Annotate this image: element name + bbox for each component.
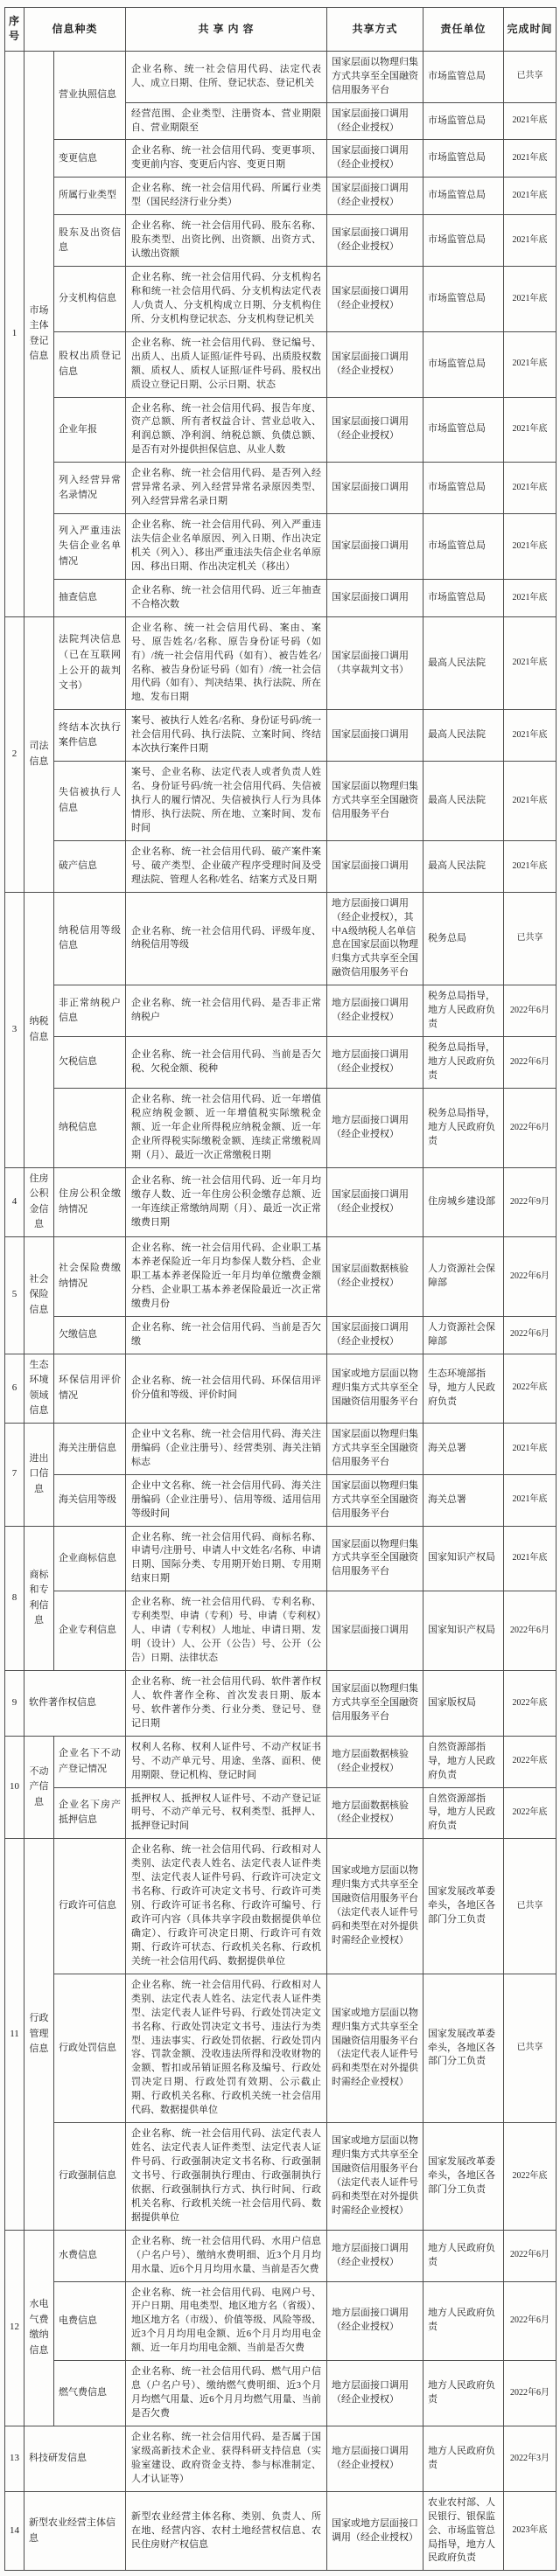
cell-completion-time: 2022年6月 [504, 2281, 556, 2361]
cell-serial-number: 12 [5, 2230, 24, 2426]
header-share-method: 共享方式 [327, 8, 424, 52]
cell-share-method: 国家层面以物理归集方式共享至全国融资信用服务平台 [327, 51, 424, 102]
cell-serial-number: 11 [5, 1839, 24, 2230]
cell-info-type: 企业商标信息 [54, 1526, 126, 1591]
cell-responsible-unit: 市场监管总局 [424, 51, 504, 102]
cell-info-type: 海关信用等级 [54, 1474, 126, 1526]
cell-completion-time: 2023年底 [504, 2491, 556, 2571]
cell-info-type: 非正常纳税户信息 [54, 985, 126, 1037]
cell-responsible-unit: 地方人民政府负责 [424, 2281, 504, 2361]
cell-info-type: 住房公积金缴纳情况 [54, 1167, 126, 1236]
table-row [5, 892, 556, 985]
cell-shared-content: 企业名称、统一社会信用代码、列入严重违法失信企业名单原因、列入日期、作出决定机关（列入）、移出严重违法失信企业名单原因、移出日期、作出决定机关（移出） [126, 514, 327, 580]
cell-shared-content: 企业中文名称、统一社会信用代码、海关注册编码（企业注册号）、经营类别、海关注销标志 [126, 1423, 327, 1474]
cell-info-type: 纳税信用等级信息 [54, 892, 126, 985]
cell-share-method: 国家层面接口调用 [327, 463, 424, 514]
cell-shared-content: 企业名称、统一社会信用代码、近一年增值税应纳税金额、近一年增值税实际缴税金额、近一年企业所得税应纳税金额、近一年企业所得税实际缴税金额、连续正常缴税周期（月）、最近一次正常缴税日期 [126, 1088, 327, 1167]
cell-responsible-unit: 地方人民政府负责 [424, 2361, 504, 2426]
cell-info-type: 股权出质登记信息 [54, 331, 126, 397]
cell-shared-content: 企业名称、统一社会信用代码、评级年度、纳税信用等级 [126, 892, 327, 985]
cell-info-type: 欠税信息 [54, 1037, 126, 1089]
cell-share-method: 国家层面接口调用（经企业授权） [327, 102, 424, 140]
cell-completion-time: 2022年9月 [504, 1167, 556, 1236]
cell-shared-content: 案号、企业名称、法定代表人或者负责人姓名、身份证号码/统一社会信用代码、失信被执行人的履行情况、失信被执行人行为具体情形、执行法院、所在地、立案时间、发布时间 [126, 762, 327, 841]
cell-responsible-unit: 自然资源部指导，地方人民政府负责 [424, 1787, 504, 1839]
cell-share-method: 地方层面接口调用（经企业授权） [327, 2230, 424, 2281]
table-row [5, 762, 556, 841]
cell-share-method: 国家层面接口调用（经企业授权） [327, 215, 424, 267]
cell-responsible-unit: 市场监管总局 [424, 267, 504, 332]
cell-responsible-unit: 市场监管总局 [424, 102, 504, 140]
cell-shared-content: 企业名称、统一社会信用代码、股东名称、股东类型、出资比例、出资额、出资方式、认缴出资额 [126, 215, 327, 267]
cell-completion-time: 2021年底 [504, 1423, 556, 1474]
table-row [5, 267, 556, 332]
table-row [5, 331, 556, 397]
cell-completion-time: 2021年底 [504, 463, 556, 514]
table-row [5, 616, 556, 710]
cell-info-type: 分支机构信息 [54, 267, 126, 332]
cell-shared-content: 企业名称、统一社会信用代码、环保信用评价分值和等级、评价时间 [126, 1354, 327, 1423]
cell-shared-content: 新型农业经营主体名称、类别、负责人、所在地、经营内容、农村土地经营权信息、农民住房财产权信息 [126, 2491, 327, 2571]
cell-serial-number: 10 [5, 1736, 24, 1839]
cell-responsible-unit: 最高人民法院 [424, 710, 504, 762]
cell-responsible-unit: 国家发展改革委牵头，各地区各部门分工负责 [424, 2123, 504, 2231]
cell-share-method: 国家层面接口调用（经企业授权） [327, 1316, 424, 1354]
table-row [5, 1736, 556, 1787]
cell-info-type: 破产信息 [54, 840, 126, 892]
cell-info-type: 终结本次执行案件信息 [54, 710, 126, 762]
cell-share-method: 国家层面以物理归集方式共享至全国融资信用服务平台 [327, 1474, 424, 1526]
table-body [5, 51, 556, 2571]
cell-info-category: 住房公积金信息 [24, 1167, 54, 1236]
cell-info-category: 软件著作权信息 [24, 1670, 126, 1736]
cell-info-category: 市场主体登记信息 [24, 51, 54, 616]
cell-completion-time: 2021年底 [504, 102, 556, 140]
cell-shared-content: 企业名称、统一社会信用代码、电网户号、开户日期、用电类型、地区地方名（省级）、地区地方名（市级）、价值等级、风险等级、近3个月月均用电金额、近6个月月均用电金额、近一年月均用电金额、当前是否欠费 [126, 2281, 327, 2361]
cell-completion-time: 2022年6月 [504, 1316, 556, 1354]
cell-info-type: 营业执照信息 [54, 51, 126, 140]
cell-shared-content: 抵押权人、抵押权人证件号、不动产登记证明号、不动产单元号、权利类型、抵押人、抵押登记时间 [126, 1787, 327, 1839]
cell-info-type: 所属行业类型 [54, 178, 126, 215]
cell-share-method: 地方层面数据核验（经企业授权） [327, 1787, 424, 1839]
cell-completion-time: 2021年底 [504, 1526, 556, 1591]
cell-shared-content: 企业名称、统一社会信用代码、是否非正常纳税户 [126, 985, 327, 1037]
cell-serial-number: 4 [5, 1167, 24, 1236]
cell-completion-time: 2022年6月 [504, 2230, 556, 2281]
table-row [5, 2123, 556, 2231]
cell-share-method: 国家层面数据核验（经企业授权） [327, 1236, 424, 1316]
cell-completion-time: 已共享 [504, 1839, 556, 1974]
cell-completion-time: 2022年底 [504, 1354, 556, 1423]
cell-responsible-unit: 人力资源社会保障部 [424, 1316, 504, 1354]
cell-shared-content: 企业名称、统一社会信用代码、是否列入经营异常名录、列入经营异常名录原因类型、列入经营异常名录日期 [126, 463, 327, 514]
cell-shared-content: 企业名称、统一社会信用代码、企业职工基本养老保险近一年月均参保人数分档、企业职工基本养老保险近一年月均单位缴费金额分档、企业职工基本养老保险最近一次正常缴费月份 [126, 1236, 327, 1316]
cell-completion-time: 2021年底 [504, 514, 556, 580]
table-row [5, 514, 556, 580]
cell-share-method: 国家层面接口调用 [327, 1591, 424, 1671]
cell-responsible-unit: 国家版权局 [424, 1670, 504, 1736]
cell-info-category: 科技研发信息 [24, 2426, 126, 2491]
cell-completion-time: 2021年底 [504, 178, 556, 215]
cell-completion-time: 已共享 [504, 892, 556, 985]
header-seq: 序号 [5, 8, 24, 52]
cell-completion-time: 2021年底 [504, 267, 556, 332]
cell-share-method: 地方层面数据核验（经企业授权） [327, 1736, 424, 1787]
table-row [5, 2361, 556, 2426]
cell-responsible-unit: 地方人民政府负责 [424, 2230, 504, 2281]
cell-responsible-unit: 地方人民政府负责 [424, 2426, 504, 2491]
table-row [5, 1974, 556, 2122]
table-row [5, 178, 556, 215]
cell-info-type: 列入经营异常名录情况 [54, 463, 126, 514]
cell-completion-time: 2021年底 [504, 579, 556, 616]
cell-responsible-unit: 税务总局指导，地方人民政府负责 [424, 1037, 504, 1089]
table-row [5, 1167, 556, 1236]
cell-completion-time: 2021年底 [504, 840, 556, 892]
table-row [5, 1316, 556, 1354]
cell-completion-time: 2021年底 [504, 140, 556, 178]
cell-info-type: 行政处罚信息 [54, 1974, 126, 2122]
cell-shared-content: 企业名称、统一社会信用代码、商标名称、申请号/注册号、申请人中文姓名/名称、申请日期、国际分类、专用期开始日期、专用期结束日期 [126, 1526, 327, 1591]
cell-responsible-unit: 住房城乡建设部 [424, 1167, 504, 1236]
cell-responsible-unit: 市场监管总局 [424, 397, 504, 463]
cell-completion-time: 已共享 [504, 51, 556, 102]
cell-share-method: 国家层面接口调用（经企业授权） [327, 331, 424, 397]
cell-share-method: 国家或地方层面以物理归集方式共享至全国融资信用服务平台 [327, 1354, 424, 1423]
cell-responsible-unit: 海关总署 [424, 1423, 504, 1474]
cell-responsible-unit: 海关总署 [424, 1474, 504, 1526]
cell-info-category: 行政管理信息 [24, 1839, 54, 2230]
cell-completion-time: 2022年6月 [504, 2361, 556, 2426]
cell-info-category: 不动产信息 [24, 1736, 54, 1839]
cell-completion-time: 2021年底 [504, 1474, 556, 1526]
table-header [5, 8, 556, 52]
cell-serial-number: 9 [5, 1670, 24, 1736]
header-responsible-unit: 责任单位 [424, 8, 504, 52]
cell-serial-number: 5 [5, 1236, 24, 1354]
cell-info-type: 法院判决信息（已在互联网上公开的裁判文书） [54, 616, 126, 710]
cell-completion-time: 已共享 [504, 1974, 556, 2122]
cell-completion-time: 2022年底 [504, 2123, 556, 2231]
cell-shared-content: 企业名称、统一社会信用代码、当前是否欠税、欠税金额、税种 [126, 1037, 327, 1089]
cell-info-type: 燃气费信息 [54, 2361, 126, 2426]
table-row [5, 397, 556, 463]
cell-share-method: 国家层面以物理归集方式共享至全国融资信用服务平台 [327, 1423, 424, 1474]
cell-info-type: 股东及出资信息 [54, 215, 126, 267]
cell-responsible-unit: 市场监管总局 [424, 331, 504, 397]
cell-shared-content: 企业中文名称、统一社会信用代码、海关注册编码（企业注册号）、信用等级、适用信用等级时间 [126, 1474, 327, 1526]
cell-shared-content: 企业名称、统一社会信用代码、破产案件案号、破产类型、企业破产程序受理时间及受理法院、管理人名称/姓名、结案方式及日期 [126, 840, 327, 892]
cell-info-type: 企业名下不动产登记情况 [54, 1736, 126, 1787]
table-row [5, 2491, 556, 2571]
cell-shared-content: 企业名称、统一社会信用代码、近一年月均缴存人数、近一年住房公积金缴存总额、近一年连续正常缴纳周期（月）、最近一次正常缴费日期 [126, 1167, 327, 1236]
cell-info-type: 抽查信息 [54, 579, 126, 616]
cell-info-type: 欠缴信息 [54, 1316, 126, 1354]
table-row [5, 1423, 556, 1474]
cell-info-type: 水费信息 [54, 2230, 126, 2281]
cell-info-category: 水电气费缴纳信息 [24, 2230, 54, 2426]
cell-shared-content: 企业名称、统一社会信用代码、所属行业类型（国民经济行业分类） [126, 178, 327, 215]
cell-share-method: 国家层面以物理归集方式共享至全国融资信用服务平台 [327, 1670, 424, 1736]
cell-shared-content: 权利人名称、权利人证件号、不动产权证书号、不动产单元号、用途、坐落、面积、使用期限、登记机构、登记时间 [126, 1736, 327, 1787]
cell-responsible-unit: 自然资源部指导，地方人民政府负责 [424, 1736, 504, 1787]
cell-info-type: 电费信息 [54, 2281, 126, 2361]
cell-serial-number: 13 [5, 2426, 24, 2491]
table-row [5, 215, 556, 267]
cell-responsible-unit: 税务总局指导，地方人民政府负责 [424, 1088, 504, 1167]
cell-completion-time: 2022年6月 [504, 1037, 556, 1089]
cell-responsible-unit: 农业农村部、人民银行、银保监会、市场监管总局指导，地方人民政府负责 [424, 2491, 504, 2571]
cell-info-type: 企业年报 [54, 397, 126, 463]
cell-completion-time: 2021年底 [504, 215, 556, 267]
table-row [5, 1526, 556, 1591]
cell-info-type: 社会保险费缴纳情况 [54, 1236, 126, 1316]
table-row [5, 51, 556, 102]
cell-serial-number: 2 [5, 616, 24, 892]
cell-shared-content: 案号、被执行人姓名/名称、身份证号码/统一社会信用代码、执行法院、立案时间、终结本次执行案件日期 [126, 710, 327, 762]
cell-share-method: 国家层面接口调用（经企业授权） [327, 1167, 424, 1236]
cell-completion-time: 2021年底 [504, 331, 556, 397]
cell-responsible-unit: 市场监管总局 [424, 140, 504, 178]
cell-completion-time: 2022年底 [504, 1787, 556, 1839]
cell-shared-content: 企业名称、统一社会信用代码、报告年度、资产总额、所有者权益合计、营业总收入、利润总额、净利润、纳税总额、负债总额、是否有对外提供担保信息、从业人数 [126, 397, 327, 463]
cell-info-type: 变更信息 [54, 140, 126, 178]
cell-responsible-unit: 市场监管总局 [424, 215, 504, 267]
cell-shared-content: 企业名称、统一社会信用代码、法定代表人、成立日期、住所、登记状态、登记机关 [126, 51, 327, 102]
cell-share-method: 地方层面接口调用（经企业授权） [327, 1037, 424, 1089]
cell-responsible-unit: 国家发展改革委牵头，各地区各部门分工负责 [424, 1974, 504, 2122]
cell-info-type: 环保信用评价情况 [54, 1354, 126, 1423]
cell-share-method: 国家层面接口调用（经企业授权） [327, 140, 424, 178]
cell-share-method: 国家层面接口调用（经企业授权） [327, 267, 424, 332]
cell-info-category: 纳税信息 [24, 892, 54, 1167]
cell-responsible-unit: 最高人民法院 [424, 840, 504, 892]
cell-info-category: 社会保险信息 [24, 1236, 54, 1354]
cell-completion-time: 2022年6月 [504, 1591, 556, 1671]
cell-completion-time: 2022年6月 [504, 1236, 556, 1316]
cell-share-method: 地方层面接口调用（经企业授权） [327, 2281, 424, 2361]
cell-share-method: 国家层面接口调用 [327, 710, 424, 762]
cell-shared-content: 企业名称、统一社会信用代码、登记编号、出质人、出质人证照/证件号码、出质股权数额、质权人、质权人证照/证件号码、股权出质设立登记日期、公示日期、状态 [126, 331, 327, 397]
cell-completion-time: 2021年底 [504, 616, 556, 710]
cell-info-category: 新型农业经营主体信息 [24, 2491, 126, 2571]
info-sharing-table [4, 7, 556, 2571]
cell-shared-content: 企业名称、统一社会信用代码、变更事项、变更前内容、变更后内容、变更日期 [126, 140, 327, 178]
cell-share-method: 国家层面以物理归集方式共享至全国融资信用服务平台 [327, 1526, 424, 1591]
cell-shared-content: 企业名称、统一社会信用代码、软件著作权人、软件著作全称、首次发表日期、版本号、软件著作分类、行业分类、登记号、登记日期 [126, 1670, 327, 1736]
cell-completion-time: 2022年6月 [504, 985, 556, 1037]
table-row [5, 1236, 556, 1316]
cell-info-type: 失信被执行人信息 [54, 762, 126, 841]
table-row [5, 1037, 556, 1089]
cell-info-type: 行政强制信息 [54, 2123, 126, 2231]
cell-share-method: 地方层面接口调用（经企业授权） [327, 1088, 424, 1167]
cell-shared-content: 企业名称、统一社会信用代码、燃气用户信息（户名户号）、缴纳燃气费明细、近3个月月均燃气用量、近6个月月均燃气用量、当前是否欠费 [126, 2361, 327, 2426]
cell-share-method: 国家层面接口调用（共享裁判文书） [327, 616, 424, 710]
cell-shared-content: 企业名称、统一社会信用代码、当前是否欠缴 [126, 1316, 327, 1354]
cell-responsible-unit: 人力资源社会保障部 [424, 1236, 504, 1316]
cell-share-method: 地方层面接口调用（经企业授权） [327, 2361, 424, 2426]
cell-responsible-unit: 国家知识产权局 [424, 1526, 504, 1591]
cell-share-method: 国家层面以物理归集方式共享至全国融资信用服务平台 [327, 762, 424, 841]
cell-share-method: 地方层面接口调用（经企业授权） [327, 985, 424, 1037]
table-row [5, 1591, 556, 1671]
cell-serial-number: 8 [5, 1526, 24, 1670]
cell-responsible-unit: 市场监管总局 [424, 514, 504, 580]
header-completion-time: 完成时间 [504, 8, 556, 52]
table-row [5, 2426, 556, 2491]
cell-responsible-unit: 国家发展改革委牵头，各地区各部门分工负责 [424, 1839, 504, 1974]
table-row [5, 1354, 556, 1423]
cell-info-type: 纳税信息 [54, 1088, 126, 1167]
cell-shared-content: 企业名称、统一社会信用代码、分支机构名称和统一社会信用代码、分支机构法定代表人/负责人、分支机构成立日期、分支机构住所、分支机构登记状态、分支机构登记机关 [126, 267, 327, 332]
cell-responsible-unit: 税务总局 [424, 892, 504, 985]
cell-responsible-unit: 市场监管总局 [424, 178, 504, 215]
cell-share-method: 地方层面接口调用（经企业授权） [327, 2426, 424, 2491]
cell-shared-content: 企业名称、统一社会信用代码、案由、案号、原告姓名/名称、原告身份证号码（如有）/统一社会信用代码（如有）、被告姓名/名称、被告身份证号码（如有）/统一社会信用代码（如有）、判决结果、执行法院、所在地、发布日期 [126, 616, 327, 710]
table-row [5, 1670, 556, 1736]
cell-shared-content: 企业名称、统一社会信用代码、行政相对人类别、法定代表人姓名、法定代表人证件类型、法定代表人证件号码、行政许可决定文书名称、行政许可决定文书号、行政许可类别、行政许可证书名称、行政许可编号、行政许可内容（具体共享字段由数据提供单位确定）、行政许可决定日期、行政许可有效期、行政许可状态、行政机关名称、行政机关统一社会信用代码、数据提供单位 [126, 1839, 327, 1974]
cell-share-method: 国家或地方层面以物理归集方式共享至全国融资信用服务平台（法定代表人证件号码和类型在对外提供时需经企业授权） [327, 1839, 424, 1974]
cell-responsible-unit: 生态环境部指导，地方人民政府负责 [424, 1354, 504, 1423]
cell-completion-time: 2022年底 [504, 1736, 556, 1787]
cell-info-type: 列入严重违法失信企业名单情况 [54, 514, 126, 580]
table-row [5, 710, 556, 762]
header-info-type: 信息种类 [24, 8, 126, 52]
table-row [5, 1088, 556, 1167]
cell-responsible-unit: 最高人民法院 [424, 762, 504, 841]
cell-serial-number: 6 [5, 1354, 24, 1423]
cell-share-method: 国家或地方层面以物理归集方式共享至全国融资信用服务平台（法定代表人证件号码和类型在对外提供时需经企业授权） [327, 1974, 424, 2122]
cell-share-method: 国家层面接口调用（经企业授权） [327, 178, 424, 215]
cell-serial-number: 1 [5, 51, 24, 616]
cell-shared-content: 企业名称、统一社会信用代码、水用户信息（户名户号）、缴纳水费明细、近3个月月均用水量、近6个月月均用水量、当前是否欠费 [126, 2230, 327, 2281]
cell-responsible-unit: 税务总局指导，地方人民政府负责 [424, 985, 504, 1037]
table-row [5, 1474, 556, 1526]
cell-info-type: 海关注册信息 [54, 1423, 126, 1474]
cell-serial-number: 7 [5, 1423, 24, 1526]
cell-responsible-unit: 最高人民法院 [424, 616, 504, 710]
cell-serial-number: 14 [5, 2491, 24, 2571]
cell-completion-time: 2022年3月 [504, 2426, 556, 2491]
table-row [5, 463, 556, 514]
header-shared-content: 共 享 内 容 [126, 8, 327, 52]
cell-share-method: 国家或地方层面以物理归集方式共享至全国融资信用服务平台（法定代表人证件号码和类型在对外提供时需经企业授权） [327, 2123, 424, 2231]
cell-info-category: 司法信息 [24, 616, 54, 892]
table-row [5, 2281, 556, 2361]
cell-shared-content: 企业名称、统一社会信用代码、法定代表人姓名、法定代表人证件类型、法定代表人证件号码、行政强制决定文书名称、行政强制文书号、行政强制执行理由、行政强制执行依据、行政强制执行方式、执行时间、行政机关名称、行政机关统一社会信用代码、数据提供单位 [126, 2123, 327, 2231]
table-row [5, 840, 556, 892]
table-row [5, 1787, 556, 1839]
cell-share-method: 地方层面接口调用（经企业授权），其中A级纳税人名单信息在国家层面以物理归集方式共享至全国融资信用服务平台 [327, 892, 424, 985]
cell-share-method: 国家层面接口调用 [327, 579, 424, 616]
cell-info-category: 进出口信息 [24, 1423, 54, 1526]
cell-shared-content: 经营范围、企业类型、注册资本、营业期限自、营业期限至 [126, 102, 327, 140]
cell-completion-time: 2021年底 [504, 762, 556, 841]
cell-share-method: 国家或地方层面接口调用（经企业授权） [327, 2491, 424, 2571]
cell-info-type: 企业名下房产抵押信息 [54, 1787, 126, 1839]
cell-info-category: 生态环境领域信息 [24, 1354, 54, 1423]
cell-responsible-unit: 市场监管总局 [424, 579, 504, 616]
cell-shared-content: 企业名称、统一社会信用代码、近三年抽查不合格次数 [126, 579, 327, 616]
header-row [5, 8, 556, 52]
cell-completion-time: 2021年底 [504, 397, 556, 463]
cell-responsible-unit: 国家知识产权局 [424, 1591, 504, 1671]
cell-share-method: 国家层面接口调用（经企业授权） [327, 397, 424, 463]
table-row [5, 1839, 556, 1974]
table-row [5, 2230, 556, 2281]
cell-share-method: 国家层面接口调用 [327, 840, 424, 892]
cell-shared-content: 企业名称、统一社会信用代码、专利名称、专利类型、申请（专利）号、申请（专利权）人、申请（专利权）人地址、申请日期、发明（设计）人、公开（公告）号、公开（公告）日期、法律状态 [126, 1591, 327, 1671]
table-row [5, 140, 556, 178]
cell-completion-time: 2022年底 [504, 1670, 556, 1736]
cell-completion-time: 2022年6月 [504, 1088, 556, 1167]
cell-share-method: 国家层面接口调用 [327, 514, 424, 580]
cell-shared-content: 企业名称、统一社会信用代码、行政相对人类别、法定代表人姓名、法定代表人证件类型、法定代表人证件号码、行政处罚决定文书名称、行政处罚决定文书号、违法行为类型、违法事实、行政处罚依据、行政处罚内容、罚款金额、没收违法所得和没收财物的金额、暂扣或吊销证照名称及编号、行政处罚决定日期、行政处罚有效期、公示截止期、行政机关名称、行政机关统一社会信用代码、数据提供单位 [126, 1974, 327, 2122]
cell-shared-content: 企业名称、统一社会信用代码、是否属于国家级高新技术企业、获得科研支持信息（实验室建设、政府资金支持、参与标准制定、人才认证等） [126, 2426, 327, 2491]
cell-responsible-unit: 市场监管总局 [424, 463, 504, 514]
cell-info-type: 行政许可信息 [54, 1839, 126, 1974]
cell-completion-time: 2021年底 [504, 710, 556, 762]
cell-serial-number: 3 [5, 892, 24, 1167]
cell-info-category: 商标和专利信息 [24, 1526, 54, 1670]
cell-info-type: 企业专利信息 [54, 1591, 126, 1671]
table-row [5, 579, 556, 616]
table-row [5, 985, 556, 1037]
